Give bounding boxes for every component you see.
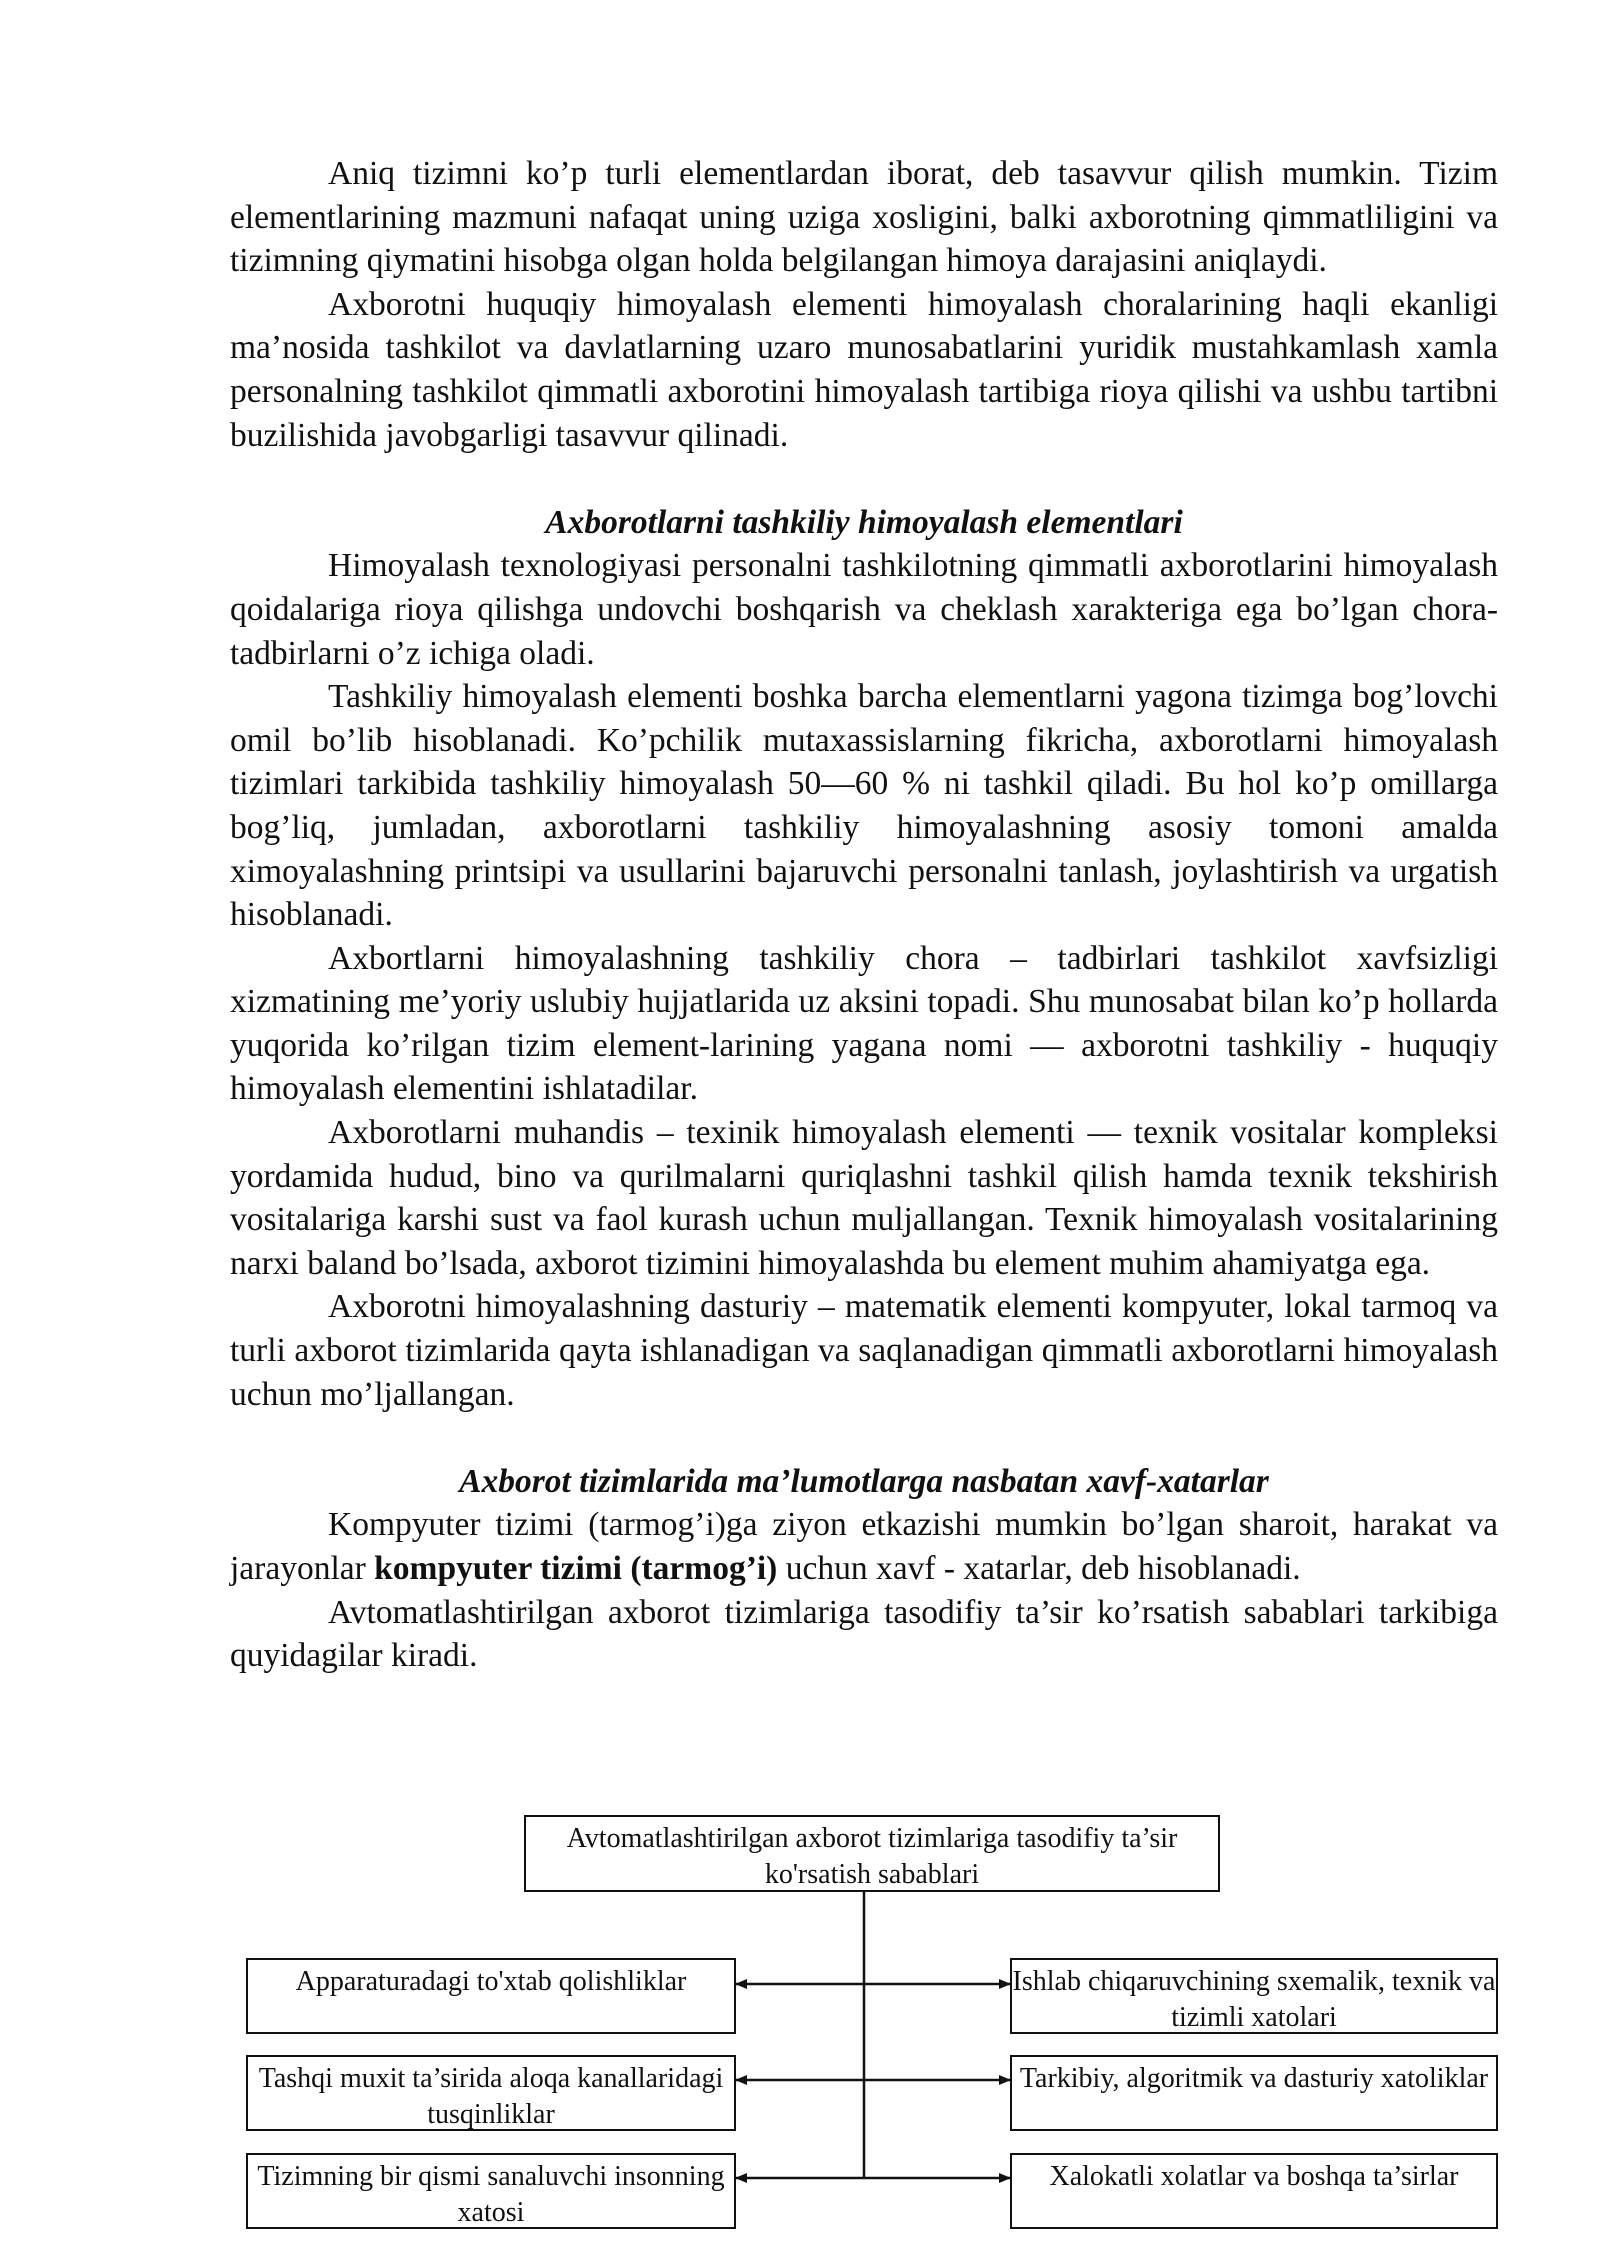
paragraph: Avtomatlashtirilgan axborot tizimlariga tasodifiy ta’sir ko’rsatish sabablari tarkibiga quyidagilar kiradi. xyxy=(230,1593,1498,1675)
diagram-right-box: Ishlab chiqaruvchining sxemalik, texnik va tizimli xatolari xyxy=(1010,1958,1498,2034)
paragraph: Axbortlarni himoyalashning tashkiliy chora – tadbirlari tashkilot xavfsizligi xizmatining me’yoriy uslubiy hujjatlarida uz aksini topadi. Shu munosabat bilan ko’p hollarda yuqorida ko’rilgan tizim element-larining yagana nomi — axborotni tashkiliy - huquqiy himoyalash elementini ishlatadilar. xyxy=(230,939,1498,1108)
bold-term: kompyuter tizimi (tarmog’i) xyxy=(374,1550,778,1587)
paragraph: Tashkiliy himoyalash elementi boshka barcha elementlarni yagona tizimga bog’lovchi omil bo’lib hisoblanadi. Ko’pchilik mutaxassislarning fikricha, axborotlarni himoyalash tizimlari tarkibida tashkiliy himoyalash 50—60 % ni tashkil qiladi. Bu hol ko’p omillarga bog’liq, jumladan, axborotlarni tashkiliy himoyalashning asosiy tomoni amalda ximoyalashning printsipi va usullarini bajaruvchi personalni tanlash, joylashtirish va urgatish hisoblanadi. xyxy=(230,678,1498,934)
body-text xyxy=(230,152,1498,1678)
section-heading: Axborot tizimlarida ma’lumotlarga nasbatan xavf-xatarlar xyxy=(459,1462,1269,1500)
paragraph: Axborotni huquqiy himoyalash elementi himoyalash choralarining haqli ekanligi ma’nosida tashkilot va davlatlarning uzaro munosabatlarini yuridik mustahkamlash xamla personalning tashkilot qimmatli axborotini himoyalash tartibiga rioya qilishi va ushbu tartibni buzilishida javobgarligi tasavvur qilinadi. xyxy=(230,285,1498,454)
diagram-left-box: Tizimning bir qismi sanaluvchi insonning xatosi xyxy=(246,2153,736,2229)
paragraph-text: Kompyuter tizimi (tarmog’i)ga ziyon etkazishi mumkin bo’lgan sharoit, harakat va jarayonlar xyxy=(230,1506,1498,1587)
paragraph xyxy=(230,1503,1498,1590)
diagram-left-box: Tashqi muxit ta’sirida aloqa kanallaridagi tusqinliklar xyxy=(246,2055,736,2131)
paragraph: Himoyalash texnologiyasi personalni tashkilotning qimmatli axborotlarini himoyalash qoidalariga rioya qilishga undovchi boshqarish va cheklash xarakteriga ega bo’lgan chora-tadbirlarni o’z ichiga oladi. xyxy=(230,547,1498,672)
paragraph: Axborotni himoyalashning dasturiy – matematik elementi kompyuter, lokal tarmoq va turli axborot tizimlarida qayta ishlanadigan va saqlanadigan qimmatli axborotlarni himoyalash uchun mo’ljallangan. xyxy=(230,1288,1498,1413)
paragraph-text: uchun xavf - xatarlar, deb hisoblanadi. xyxy=(777,1550,1301,1587)
paragraph: Axborotlarni muhandis – texinik himoyalash elementi — texnik vositalar kompleksi yordamida hudud, bino va qurilmalarni quriqlashni tashkil qilish hamda texnik tekshirish vositalariga karshi sust va faol kurash uchun muljallangan. Texnik himoyalash vositalarining narxi baland bo’lsada, axborot tizimini himoyalashda bu element muhim ahamiyatga ega. xyxy=(230,1114,1498,1282)
section-heading: Axborotlarni tashkiliy himoyalash elementlari xyxy=(545,503,1183,541)
diagram-right-box: Tarkibiy, algoritmik va dasturiy xatoliklar xyxy=(1010,2055,1498,2131)
diagram-top-box: Avtomatlashtirilgan axborot tizimlariga tasodifiy ta’sir ko'rsatish sabablari xyxy=(524,1815,1220,1892)
paragraph: Aniq tizimni ko’p turli elementlardan iborat, deb tasavvur qilish mumkin. Tizim elementlarining mazmuni nafaqat uning uziga xosligini, balki axborotning qimmatliligini va tizimning qiymatini hisobga olgan holda belgilangan himoya darajasini aniqlaydi. xyxy=(230,155,1498,280)
diagram-left-box: Apparaturadagi to'xtab qolishliklar xyxy=(246,1958,736,2034)
diagram-right-box: Xalokatli xolatlar va boshqa ta’sirlar xyxy=(1010,2153,1498,2229)
